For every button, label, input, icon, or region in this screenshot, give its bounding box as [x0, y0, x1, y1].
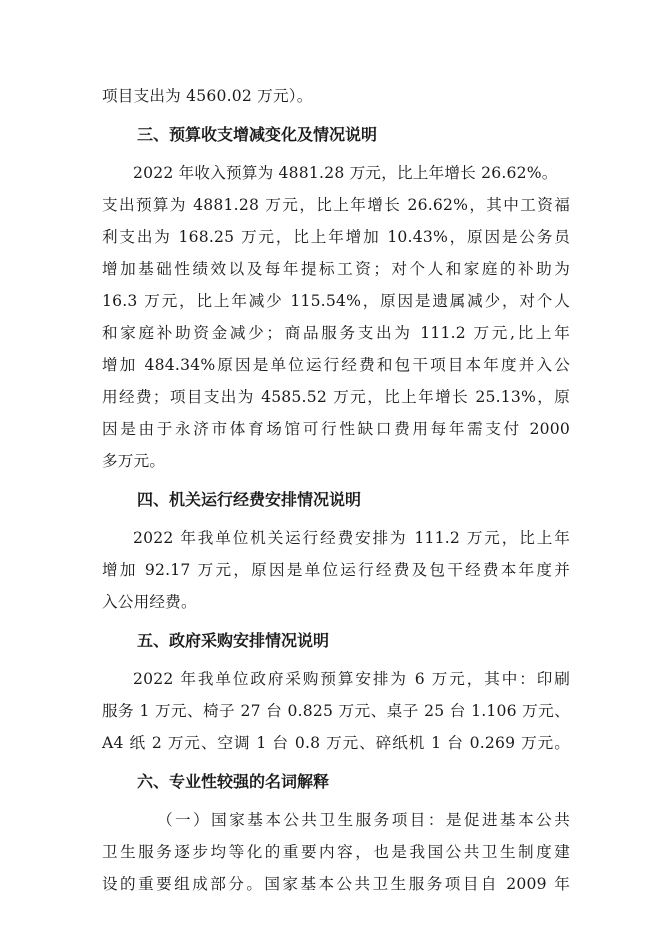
paragraph-line: 增加基础性绩效以及每年提标工资；对个人和家庭的补助为 — [102, 260, 570, 278]
paragraph-line: 服务 1 万元、椅子 27 台 0.825 万元、桌子 25 台 1.106 万元、 — [102, 702, 570, 720]
paragraph-line: 利支出为 168.25 万元，比上年增加 10.43%，原因是公务员 — [102, 228, 570, 246]
paragraph-line: 多万元。 — [102, 452, 166, 470]
paragraph-line: 增加 484.34%原因是单位运行经费和包干项目本年度并入公 — [102, 356, 570, 374]
section-heading-budget-changes: 三、预算收支增减变化及情况说明 — [137, 125, 378, 144]
paragraph-line: 和家庭补助资金减少；商品服务支出为 111.2 万元,比上年 — [102, 324, 570, 342]
paragraph-line: 卫生服务逐步均等化的重要内容，也是我国公共卫生制度建 — [102, 843, 570, 861]
paragraph-line: 项目支出为 4560.02 万元）。 — [102, 87, 313, 105]
paragraph-line: 入公用经费。 — [102, 593, 197, 611]
paragraph-line: 2022 年我单位机关运行经费安排为 111.2 万元，比上年 — [133, 529, 570, 547]
paragraph-line: 因是由于永济市体育场馆可行性缺口费用每年需支付 2000 — [102, 420, 570, 438]
paragraph-line: 支出预算为 4881.28 万元，比上年增长 26.62%，其中工资福 — [102, 196, 570, 214]
paragraph-line: （一）国家基本公共卫生服务项目：是促进基本公共 — [157, 811, 570, 829]
paragraph-line: 2022 年我单位政府采购预算安排为 6 万元，其中：印刷 — [133, 670, 570, 688]
section-heading-procurement: 五、政府采购安排情况说明 — [137, 631, 330, 650]
paragraph-line: 16.3 万元，比上年减少 115.54%，原因是遗属减少，对个人 — [102, 292, 570, 310]
section-heading-operating-expenses: 四、机关运行经费安排情况说明 — [137, 490, 362, 509]
paragraph-line: A4 纸 2 万元、空调 1 台 0.8 万元、碎纸机 1 台 0.269 万元。 — [102, 734, 570, 752]
paragraph-line: 用经费；项目支出为 4585.52 万元，比上年增长 25.13%，原 — [102, 388, 570, 406]
section-heading-glossary: 六、专业性较强的名词解释 — [137, 772, 330, 791]
paragraph-line: 2022 年收入预算为 4881.28 万元，比上年增长 26.62%。 — [133, 164, 558, 182]
paragraph-line: 增加 92.17 万元，原因是单位运行经费及包干经费本年度并 — [102, 561, 570, 579]
paragraph-line: 设的重要组成部分。国家基本公共卫生服务项目自 2009 年 — [102, 875, 570, 893]
